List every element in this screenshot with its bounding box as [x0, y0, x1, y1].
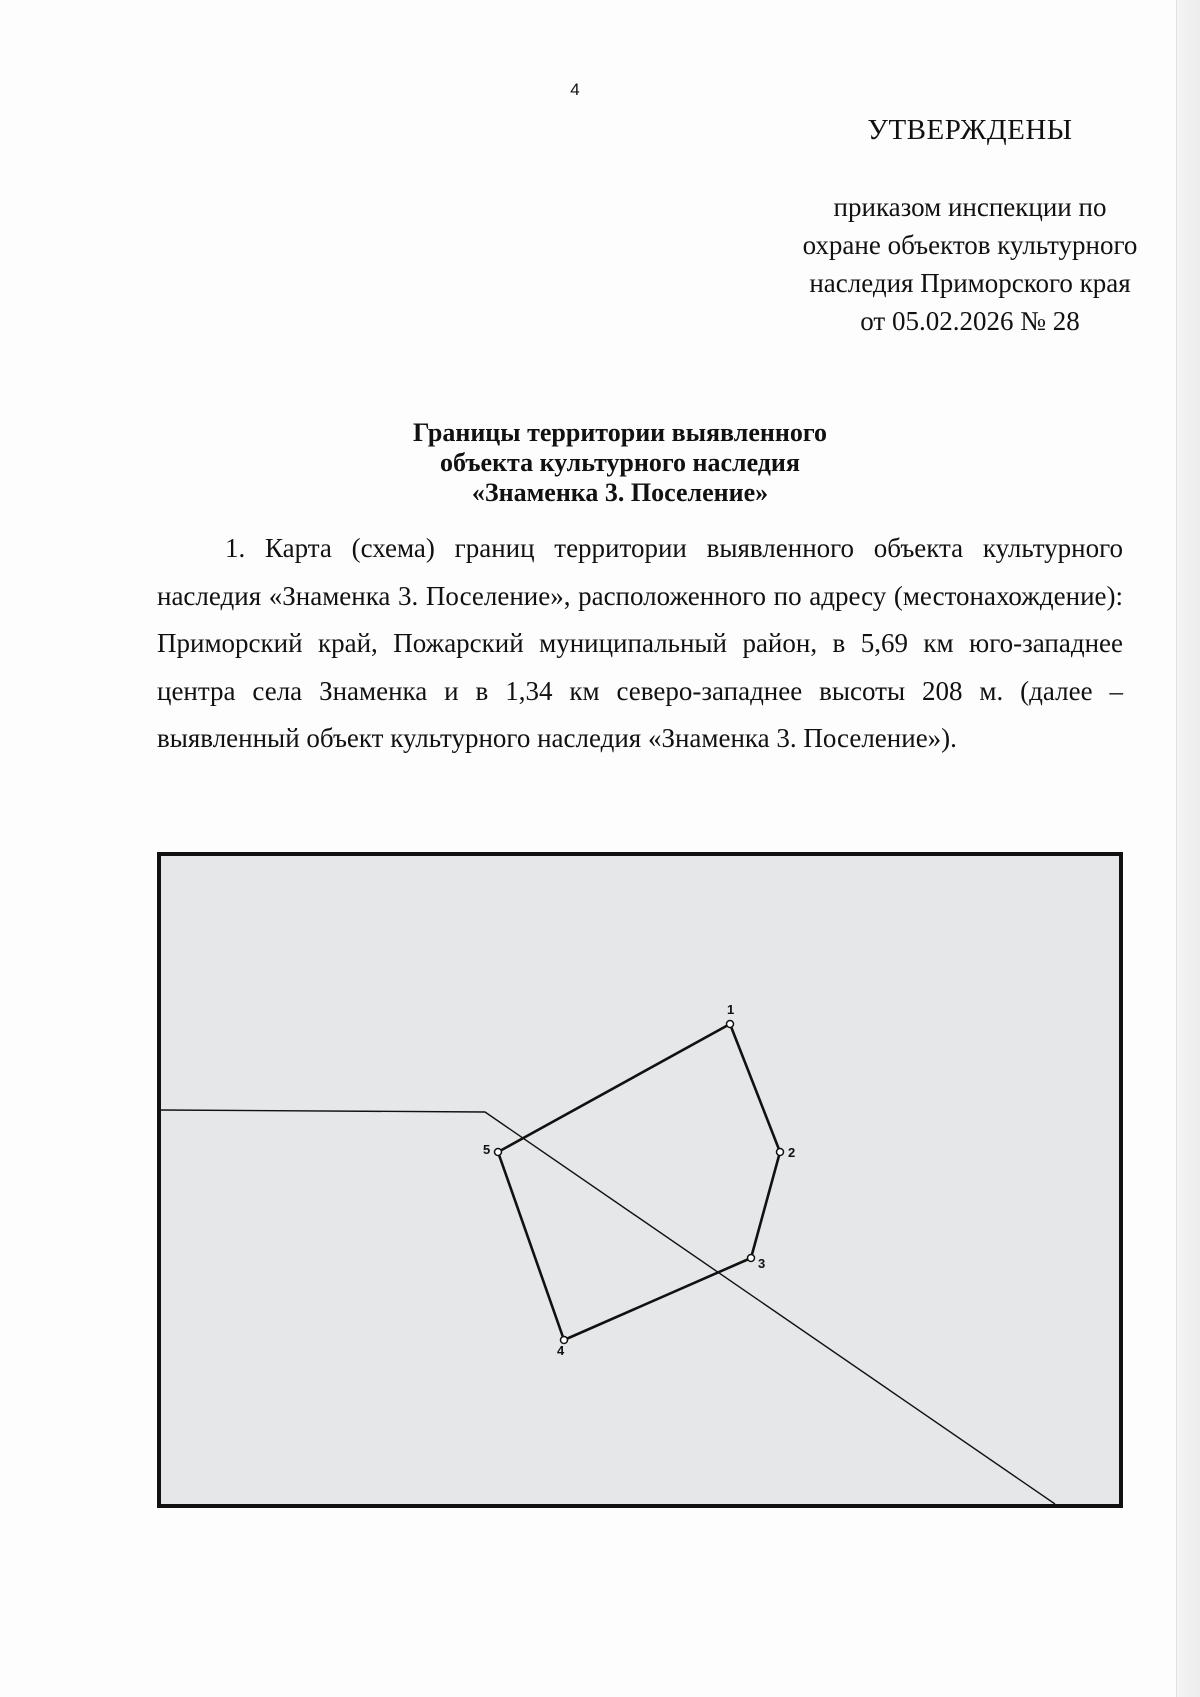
title-line: «Знаменка 3. Поселение» — [471, 478, 769, 507]
page-number: 4 — [570, 80, 580, 99]
approval-heading: УТВЕРЖДЕНЫ — [867, 114, 1073, 146]
boundary-point-label-2: 2 — [788, 1145, 796, 1160]
boundary-point-label-3: 3 — [758, 1256, 766, 1271]
approval-line: от 05.02.2026 № 28 — [860, 306, 1080, 336]
title-line: Границы территории выявленного — [412, 418, 828, 447]
document-title — [200, 418, 1040, 508]
territory-boundary — [498, 1024, 780, 1340]
approval-line: наследия Приморского края — [809, 268, 1131, 298]
boundary-point-5 — [495, 1149, 502, 1156]
boundary-point-2 — [777, 1149, 784, 1156]
approval-line: приказом инспекции по — [833, 192, 1107, 222]
approval-details — [770, 188, 1170, 340]
boundary-point-label-4: 4 — [557, 1343, 565, 1358]
boundary-point-1 — [727, 1021, 734, 1028]
approval-line: охране объектов культурного — [802, 230, 1138, 260]
description-paragraph: 1. Карта (схема) границ территории выявленного объекта культурного наследия «Знаменка 3. Поселение», расположенного по адресу (местонахождение): Приморский край, Пожарский муниципальный район, в 5,69 км юго-западнее центра села Знаменка и в 1,34 км северо-западнее высоты 208 м. (далее – выявленный объект культурного наследия «Знаменка 3. Поселение»). — [157, 533, 1123, 753]
boundary-map-drawing — [161, 856, 1119, 1504]
boundary-point-3 — [748, 1255, 755, 1262]
scan-page-edge — [1176, 0, 1200, 1697]
boundary-point-label-5: 5 — [483, 1142, 491, 1157]
boundary-map — [157, 852, 1123, 1508]
boundary-point-label-1: 1 — [727, 1002, 735, 1017]
title-line: объекта культурного наследия — [440, 448, 800, 477]
reference-line — [161, 1110, 1055, 1504]
